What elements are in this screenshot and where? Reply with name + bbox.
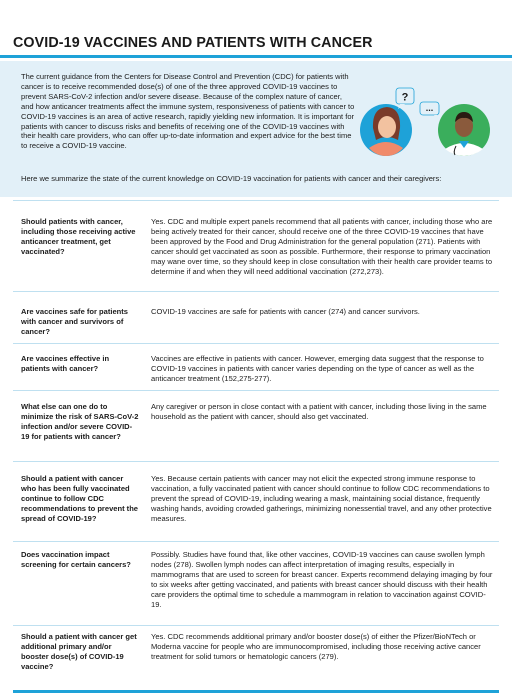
divider xyxy=(13,541,499,542)
qa-answer: Vaccines are effective in patients with cancer. However, emerging data suggest that the response to COVID-19 vaccines in patients with cancer varies depending on the type of cancer as well as the anticancer treatment (152,275-277). xyxy=(151,354,484,383)
illustration xyxy=(360,82,492,158)
question-mark: ? xyxy=(401,91,409,104)
qa-question: What else can one do to minimize the risk of SARS-CoV-2 infection and/or severe COVID-19 for patients with cancer? xyxy=(21,402,139,441)
patient-avatar-icon xyxy=(360,104,412,156)
divider xyxy=(13,291,499,292)
qa-answer: COVID-19 vaccines are safe for patients with cancer (274) and cancer survivors. xyxy=(151,307,420,316)
qa-answer: Possibly. Studies have found that, like other vaccines, COVID-19 vaccines can cause swollen lymph nodes (278). Swollen lymph nodes can affect interpretation of imaging results, especially in mammograms that are used to screen for breast cancer. Experts recommend delaying imaging by four to six weeks after getting vaccinated, and patients with breast cancer should discuss with their health care providers the optimal time to schedule a mammogram in relation to vaccination against COVID-19. xyxy=(151,550,493,609)
ellipsis-text: ... xyxy=(425,103,434,113)
ellipsis-bubble-icon xyxy=(420,102,439,119)
bottom-divider xyxy=(13,690,499,693)
qa-question: Does vaccination impact screening for certain cancers? xyxy=(21,550,131,569)
title-divider xyxy=(0,55,512,58)
divider xyxy=(13,343,499,344)
intro-paragraph: The current guidance from the Centers for Disease Control and Prevention (CDC) for patients with cancer is to receive recommended dose(s) of one of the three approved COVID-19 vaccines to prevent SARS-CoV-2 infection and/or severe disease. Because of the complex nature of cancer, and how anticancer treatments affect the immune system, responsiveness of patients with cancer to COVID-19 vaccines is an area of active research, rapidly yielding new information. It is important for patients with cancer to discuss risks and benefits of receiving one of the COVID-19 vaccines with their health care providers, who can offer up-to-date information and expert advice for the best time to receive a COVID-19 vaccine. xyxy=(21,72,355,151)
qa-answer: Any caregiver or person in close contact with a patient with cancer, including those living in the same household as the patient with cancer, should also get vaccinated. xyxy=(151,402,487,421)
divider xyxy=(13,200,499,201)
qa-answer: Yes. CDC and multiple expert panels recommend that all patients with cancer, including those who are being actively treated for their cancer, should receive one of the three COVID-19 vaccines that have been approved by the Food and Drug Administration for the general population (271). Patients with cancer should get vaccinated as soon as possible. Furthermore, their response to primary vaccination may wane over time, so they should keep in close consultation with their health care provider teams to determine if and when they will need additional vaccination (272,273). xyxy=(151,217,493,276)
divider xyxy=(13,461,499,462)
qa-question: Should patients with cancer, including those receiving active anticancer treatment, get vaccinated? xyxy=(21,217,136,256)
doctor-avatar-icon xyxy=(438,104,490,156)
page-title: COVID-19 VACCINES AND PATIENTS WITH CANCER xyxy=(13,35,373,51)
qa-answer: Yes. Because certain patients with cancer may not elicit the expected strong immune response to vaccination, a fully vaccinated patient with cancer should continue to follow CDC recommendations to prevent the spread of COVID-19, including wearing a mask, maintaining social distance, frequently washing hands, avoiding crowded gatherings, minimizing nonessential travel, and any other protective measures. xyxy=(151,474,492,523)
qa-question: Are vaccines effective in patients with cancer? xyxy=(21,354,110,373)
divider xyxy=(13,390,499,391)
qa-question: Should a patient with cancer who has been fully vaccinated continue to follow CDC recommendations to prevent the spread of COVID-19? xyxy=(21,474,138,523)
divider xyxy=(13,625,499,626)
summary-paragraph: Here we summarize the state of the current knowledge on COVID-19 vaccination for patients with cancer and their caregivers: xyxy=(21,174,442,183)
question-bubble-icon xyxy=(396,88,414,109)
qa-question: Are vaccines safe for patients with cancer and survivors of cancer? xyxy=(21,307,128,336)
qa-question: Should a patient with cancer get additional primary and/or booster dose(s) of COVID-19 vaccine? xyxy=(21,632,137,671)
qa-answer: Yes. CDC recommends additional primary and/or booster dose(s) of either the Pfizer/BioNTech or Moderna vaccine for people who are immunocompromised, including those receiving active cancer treatment for solid tumors or hematologic cancers (279). xyxy=(151,632,481,661)
